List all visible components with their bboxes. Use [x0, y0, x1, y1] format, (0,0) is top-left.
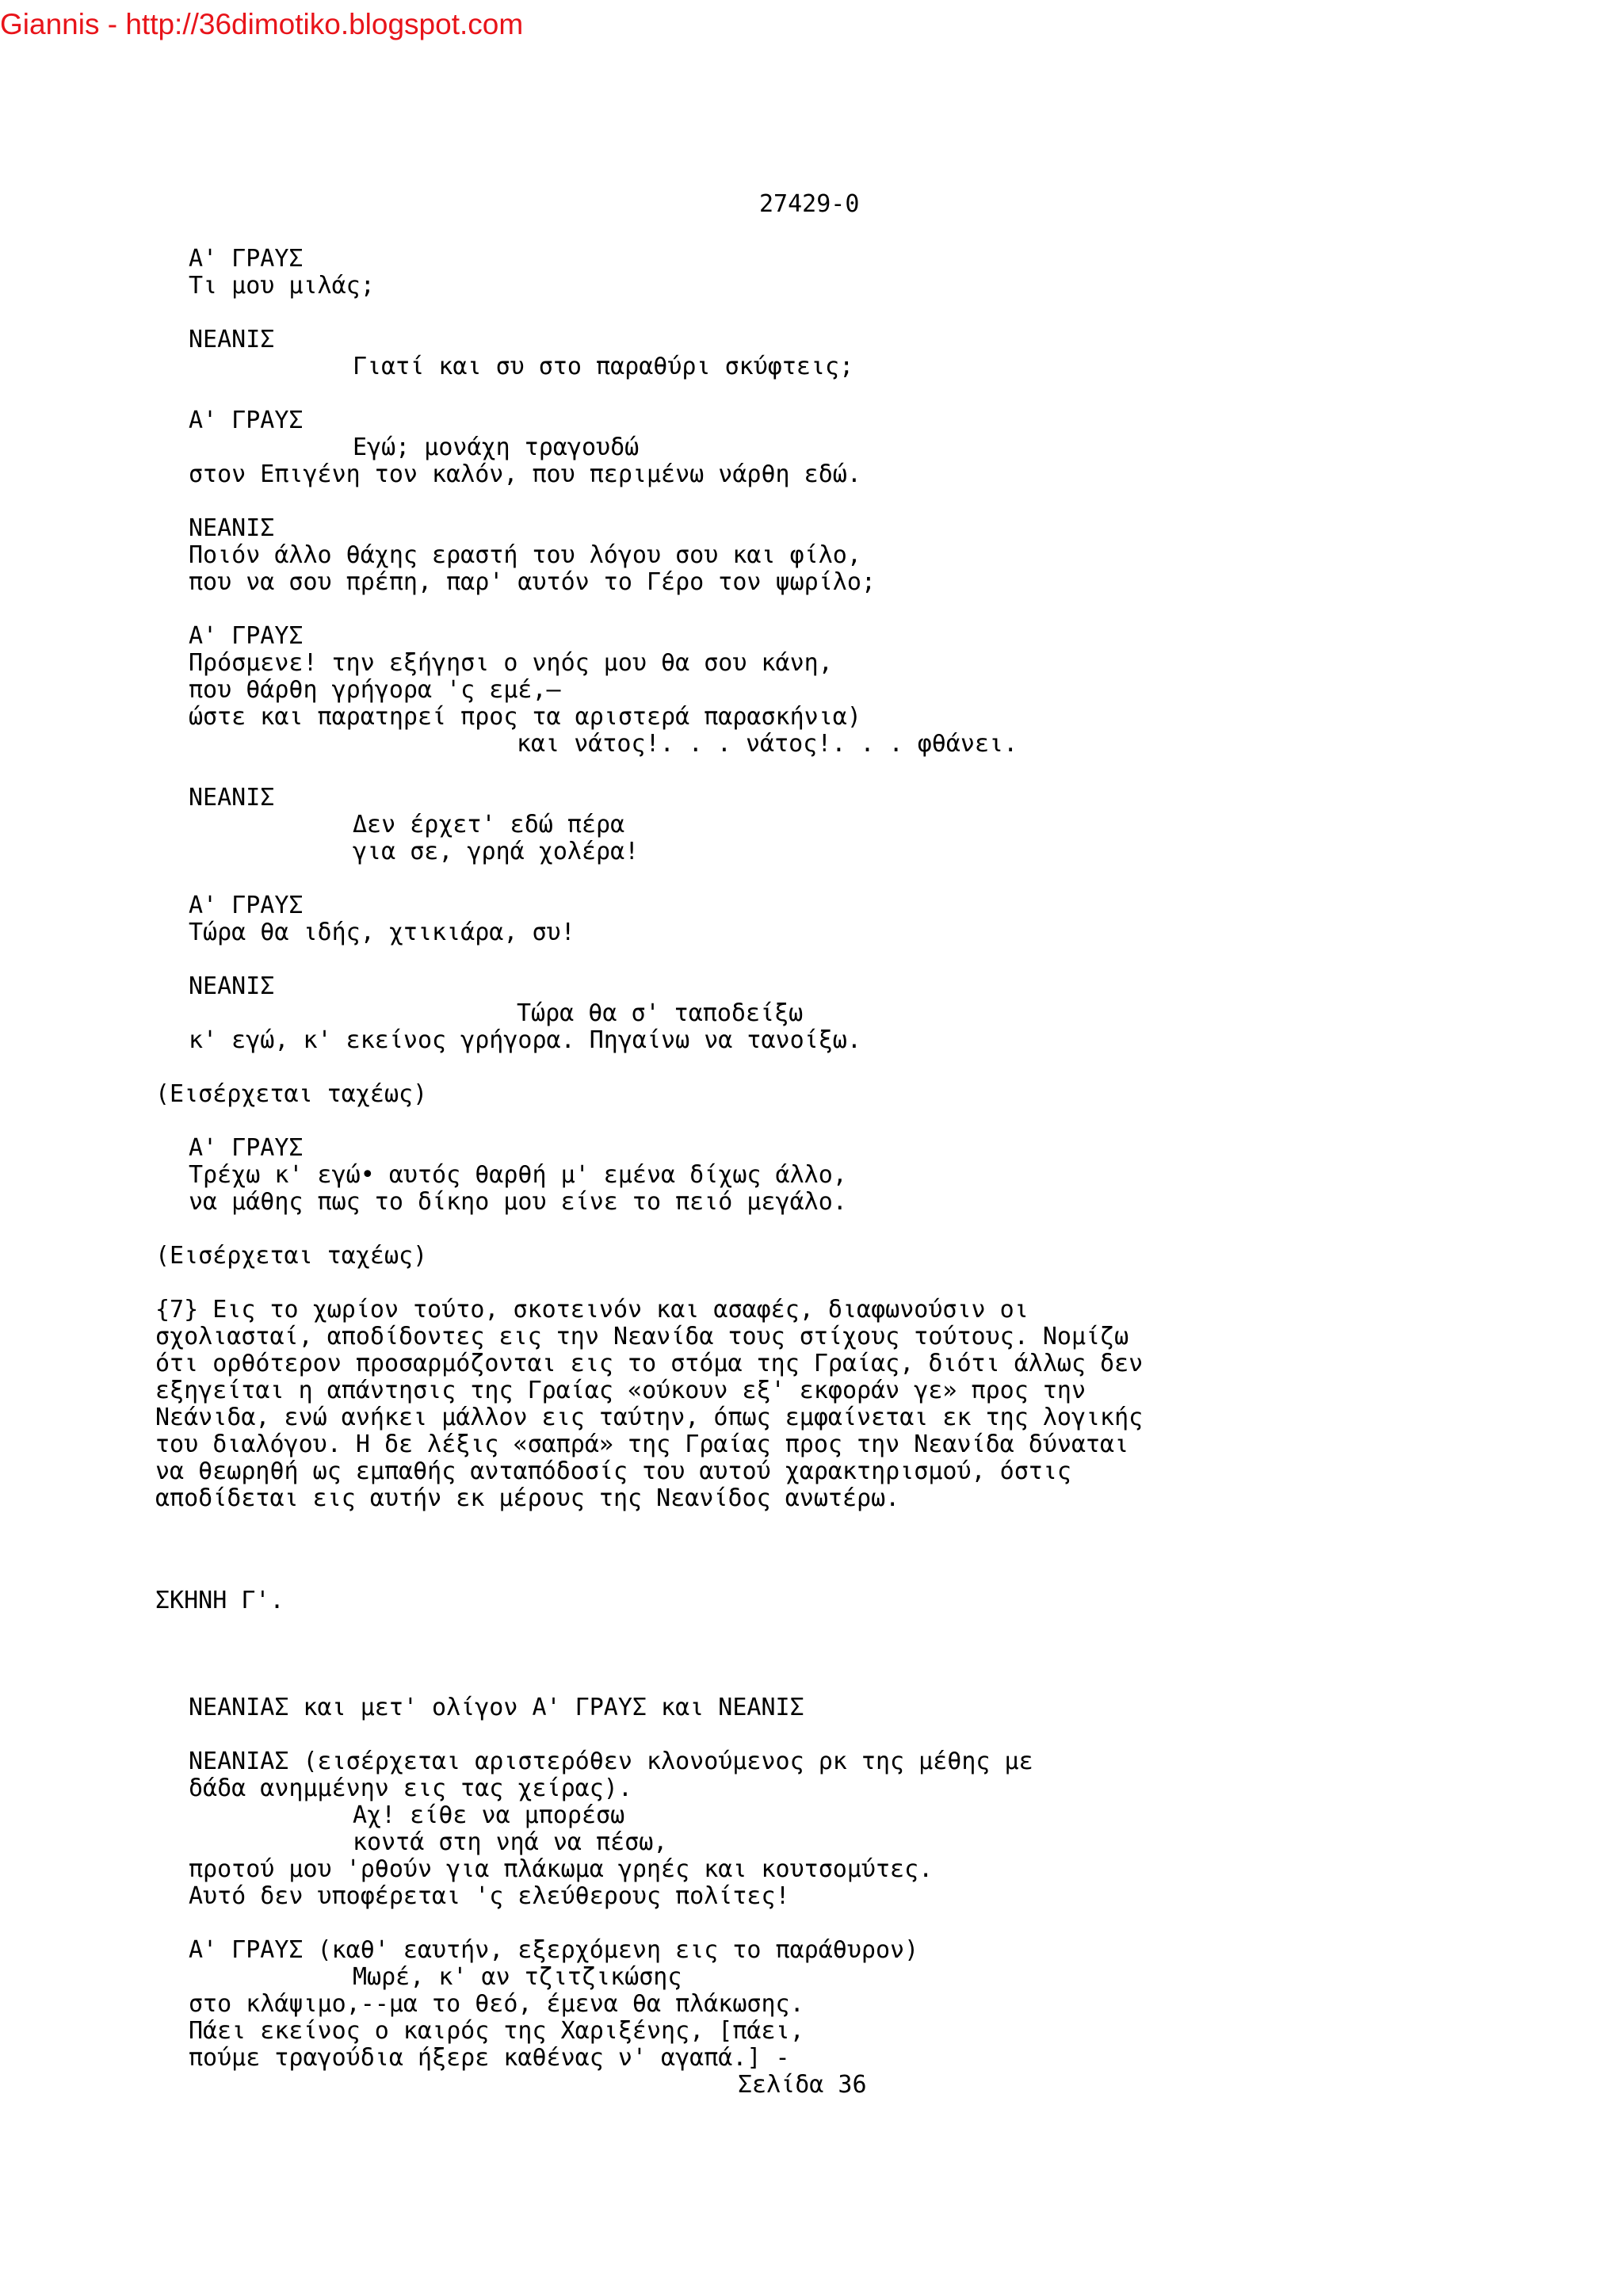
- speaker-label: ΝΕΑΝΙΣ: [189, 514, 275, 542]
- speaker-label: Α' ΓΡΑΥΣ: [189, 892, 304, 919]
- page-footer: Σελίδα 36: [738, 2071, 867, 2099]
- verse-line: ώστε και παρατηρεί προς τα αριστερά παρασκήνια): [189, 703, 861, 731]
- speaker-direction: δάδα ανημμένην εις τας χείρας).: [189, 1775, 632, 1802]
- verse-line: Γιατί και συ στο παραθύρι σκύφτεις;: [353, 353, 854, 380]
- verse-line: που να σου πρέπη, παρ' αυτόν το Γέρο τον ψωρίλο;: [189, 568, 876, 596]
- speaker-label: Α' ΓΡΑΥΣ: [189, 245, 304, 273]
- footnote-line: {7} Εις το χωρίον τούτο, σκοτεινόν και ασαφές, διαφωνούσιν οι: [155, 1296, 1029, 1324]
- verse-line: πούμε τραγούδια ήξερε καθένας ν' αγαπά.] -: [189, 2044, 790, 2072]
- speaker-direction: Α' ΓΡΑΥΣ (καθ' εαυτήν, εξερχόμενη εις το παράθυρον): [189, 1936, 919, 1964]
- verse-line: προτού μου 'ρθούν για πλάκωμα γρηές και κουτσομύτες.: [189, 1855, 934, 1883]
- footnote-line: του διαλόγου. Η δε λέξις «σαπρά» της Γραίας προς την Νεανίδα δύναται: [155, 1431, 1129, 1458]
- footnote-line: να θεωρηθή ως εμπαθής ανταπόδοσίς του αυτού χαρακτηρισμού, όστις: [155, 1457, 1071, 1485]
- verse-line: Πάει εκείνος ο καιρός της Χαριξένης, [πάει,: [189, 2017, 804, 2045]
- blog-header-link[interactable]: Giannis - http://36dimotiko.blogspot.com: [0, 8, 524, 40]
- page-code: 27429-0: [759, 190, 860, 218]
- verse-line: Δεν έρχετ' εδώ πέρα: [353, 811, 625, 839]
- characters-line: ΝΕΑΝΙΑΣ και μετ' ολίγον Α' ΓΡΑΥΣ και ΝΕΑΝΙΣ: [189, 1694, 804, 1721]
- speaker-label: ΝΕΑΝΙΣ: [189, 326, 275, 353]
- verse-line: κοντά στη νηά να πέσω,: [353, 1828, 668, 1856]
- scene-heading: ΣΚΗΝΗ Γ'.: [155, 1587, 285, 1614]
- speaker-label: ΝΕΑΝΙΣ: [189, 972, 275, 1000]
- verse-line: να μάθης πως το δίκηο μου είνε το πειό μεγάλο.: [189, 1188, 847, 1216]
- verse-line: Τώρα θα σ' ταποδείξω: [517, 999, 804, 1027]
- verse-line: στον Επιγένη τον καλόν, που περιμένω νάρθη εδώ.: [189, 460, 861, 488]
- verse-line: Αυτό δεν υποφέρεται 'ς ελεύθερους πολίτες!: [189, 1882, 790, 1910]
- speaker-label: Α' ΓΡΑΥΣ: [189, 1134, 304, 1162]
- footnote-line: Νεάνιδα, ενώ ανήκει μάλλον εις ταύτην, όπως εμφαίνεται εκ της λογικής: [155, 1404, 1144, 1431]
- verse-line: Εγώ; μονάχη τραγουδώ: [353, 434, 640, 461]
- verse-line: Αχ! είθε να μπορέσω: [353, 1801, 625, 1829]
- speaker-label: Α' ΓΡΑΥΣ: [189, 407, 304, 434]
- verse-line: κ' εγώ, κ' εκείνος γρήγορα. Πηγαίνω να τανοίξω.: [189, 1026, 861, 1054]
- verse-line: Μωρέ, κ' αν τζιτζικώσης: [353, 1963, 682, 1991]
- verse-line: που θάρθη γρήγορα 'ς εμέ,—: [189, 676, 561, 704]
- speaker-label: Α' ΓΡΑΥΣ: [189, 622, 304, 650]
- stage-direction: (Εισέρχεται ταχέως): [155, 1242, 428, 1270]
- verse-line: Τι μου μιλάς;: [189, 272, 375, 300]
- verse-line: Τρέχω κ' εγώ• αυτός θαρθή μ' εμένα δίχως άλλο,: [189, 1161, 847, 1189]
- footnote-line: ότι ορθότερον προσαρμόζονται εις το στόμα της Γραίας, διότι άλλως δεν: [155, 1350, 1144, 1377]
- speaker-label: ΝΕΑΝΙΣ: [189, 784, 275, 812]
- verse-line: στο κλάψιμο,--μα το θεό, έμενα θα πλάκωσης.: [189, 1990, 804, 2018]
- footnote-line: αποδίδεται εις αυτήν εκ μέρους της Νεανίδος ανωτέρω.: [155, 1484, 900, 1512]
- speaker-direction: ΝΕΑΝΙΑΣ (εισέρχεται αριστερόθεν κλονούμενος ρκ της μέθης με: [189, 1748, 1033, 1775]
- verse-line: Ποιόν άλλο θάχης εραστή του λόγου σου και φίλο,: [189, 541, 861, 569]
- verse-line: και νάτος!. . . νάτος!. . . φθάνει.: [517, 730, 1018, 758]
- footnote-line: εξηγείται η απάντησις της Γραίας «ούκουν εξ' εκφοράν γε» προς την: [155, 1377, 1086, 1404]
- stage-direction: (Εισέρχεται ταχέως): [155, 1080, 428, 1108]
- verse-line: για σε, γρηά χολέρα!: [353, 838, 640, 865]
- verse-line: Πρόσμενε! την εξήγησι ο νηός μου θα σου κάνη,: [189, 649, 833, 677]
- footnote-line: σχολιασταί, αποδίδοντες εις την Νεανίδα τους στίχους τούτους. Νομίζω: [155, 1323, 1129, 1350]
- verse-line: Τώρα θα ιδής, χτικιάρα, συ!: [189, 919, 575, 946]
